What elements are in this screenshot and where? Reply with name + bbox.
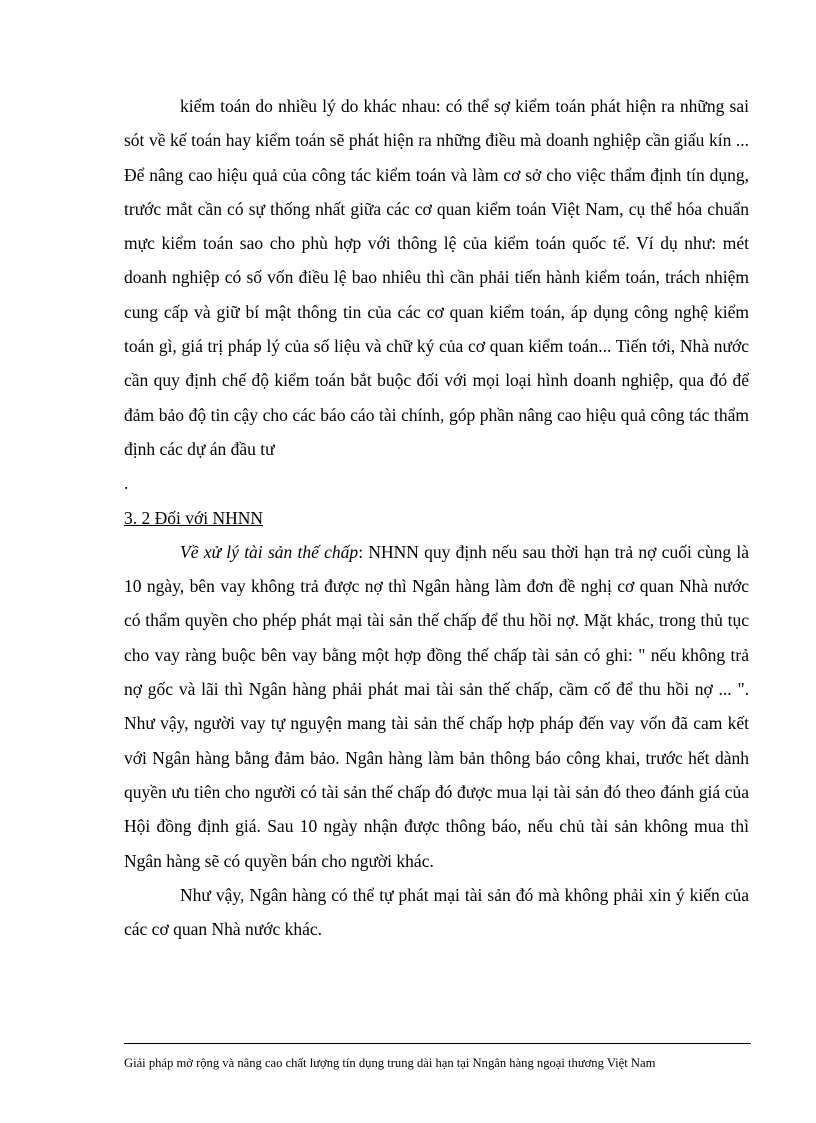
paragraph-1 — [124, 89, 749, 466]
paragraph-1-end: . — [124, 473, 129, 494]
paragraph-2 — [124, 535, 749, 878]
paragraph-3: Như vậy, Ngân hàng có thể tự phát mại tài sản đó mà không phải xin ý kiến của các cơ quan Nhà nước khác. — [124, 884, 749, 940]
footer-divider — [124, 1043, 751, 1044]
page-footer: Giải pháp mở rộng và nâng cao chất lượng tín dụng trung dài hạn tại Nngân hàng ngoại thương Việt Nam — [124, 1056, 656, 1070]
body-text — [124, 89, 749, 946]
section-heading: 3. 2 Đối với NHNN — [124, 507, 264, 528]
paragraph-2-text: : NHNN quy định nếu sau thời hạn trả nợ cuối cùng là 10 ngày, bên vay không trả được nợ thì Ngân hàng làm đơn đề nghị cơ quan Nhà nước có thẩm quyền cho phép phát mại tài sản thế chấp để thu hồi nợ. Mặt khác, trong thủ tục cho vay ràng buộc bên vay bằng một hợp đồng thế chấp tài sản có ghi: " nếu không trả nợ gốc và lãi thì Ngân hàng phải phát mai tài sản thế chấp, cầm cố để thu hồi nợ ... ". Như vậy, người vay tự nguyện mang tài sản thế chấp hợp pháp đến vay vốn đã cam kết với Ngân hàng bằng đảm bảo. Ngân hàng làm bản thông báo công khai, trước hết dành quyền ưu tiên cho người có tài sản thế chấp đó được mua lại tài sản đó theo đánh giá của Hội đồng định giá. Sau 10 ngày nhận được thông báo, nếu chủ tài sản không mua thì Ngân hàng sẽ có quyền bán cho người khác. — [124, 541, 749, 871]
paragraph-2-lead: Về xử lý tài sản thế chấp — [180, 541, 359, 562]
paragraph-1-text: kiểm toán do nhiều lý do khác nhau: có thể sợ kiểm toán phát hiện ra những sai sót về kế toán hay kiểm toán sẽ phát hiện ra những điều mà doanh nghiệp cần giấu kín ... Để nâng cao hiệu quả của công tác kiểm toán và làm cơ sở cho việc thẩm định tín dụng, trước mắt cần có sự thống nhất giữa các cơ quan kiểm toán Việt Nam, cụ thể hóa chuẩn mực kiểm toán sao cho phù hợp với thông lệ của kiểm toán quốc tế. Ví dụ như: mét doanh nghiệp có số vốn điều lệ bao nhiêu thì cần phải tiến hành kiểm toán, trách nhiệm cung cấp và giữ bí mật thông tin của các cơ quan kiểm toán, áp dụng công nghệ kiểm toán gì, giá trị pháp lý của số liệu và chữ ký của cơ quan kiểm toán... Tiến tới, Nhà nước cần quy định chế độ kiểm toán bắt buộc đối với mọi loại hình doanh nghiệp, qua đó để đảm bảo độ tin cậy cho các báo cáo tài chính, góp phần nâng cao hiệu quả công tác thẩm định các dự án đầu tư — [124, 96, 749, 459]
